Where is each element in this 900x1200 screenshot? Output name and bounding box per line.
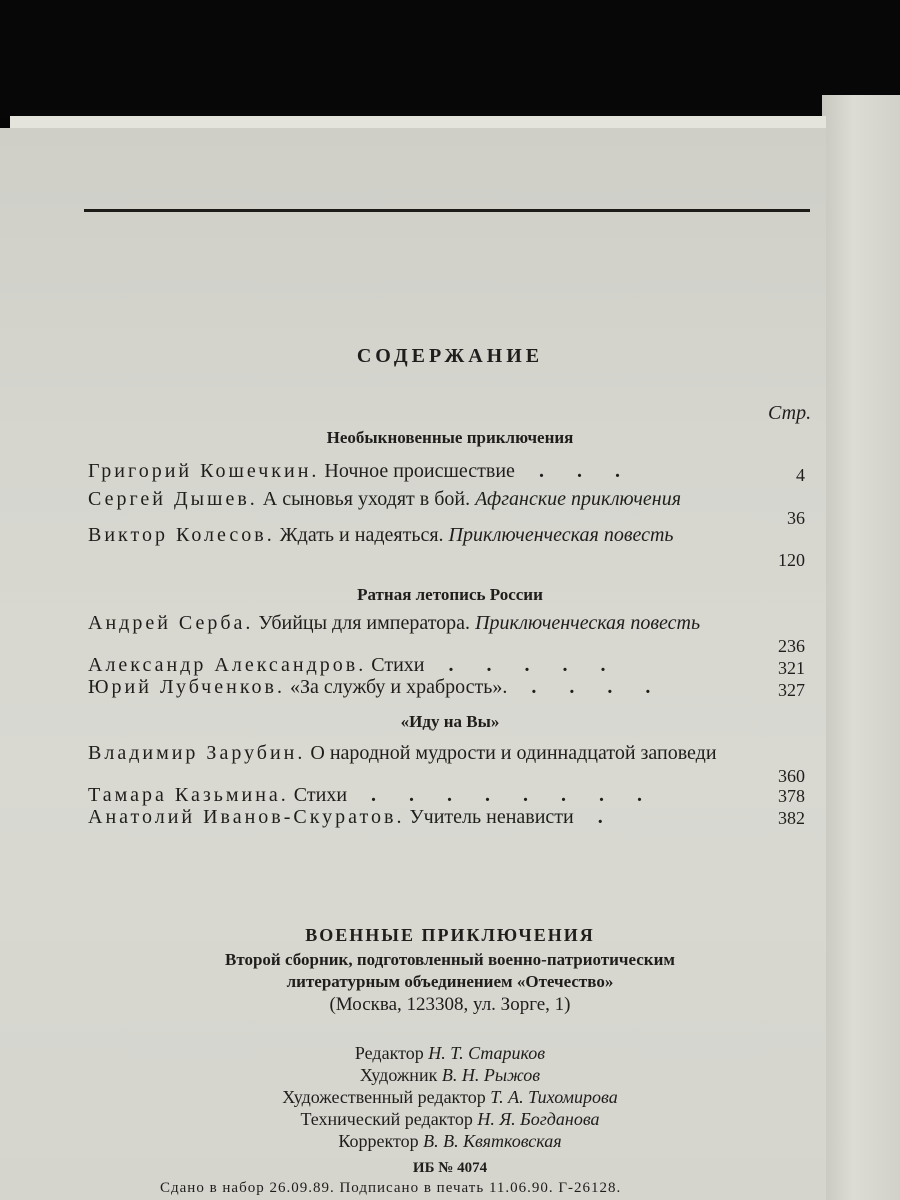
entry-author: Тамара Казьмина. [88,784,289,806]
imprint-line: литературным объединением «Отечество» [286,972,614,991]
credit-role: Корректор [338,1131,419,1151]
toc-entry: Тамара Казьмина. Стихи . . . . . . . . [88,784,657,806]
credit-line [0,1087,900,1108]
toc-entry [88,612,748,635]
entry-author: Сергей Дышев. [88,488,258,510]
entry-page: 360 [778,766,805,786]
credit-name: Н. Я. Богданова [477,1109,600,1129]
entry-genre: Афганские приключения [475,488,682,510]
entry-work: Учитель ненависти [409,806,574,828]
entry-author: Анатолий Иванов-Скуратов. [88,806,405,828]
entry-genre: Приключенческая повесть [475,612,701,634]
imprint-address: (Москва, 123308, ул. Зорге, 1) [329,994,571,1015]
credit-role: Технический редактор [300,1109,473,1129]
toc-entry: Анатолий Иванов-Скуратов. Учитель ненависти . [88,806,617,828]
toc-entry [88,742,748,765]
entry-page: 236 [778,636,805,656]
entry-work: Стихи [371,654,425,676]
entry-work: О народной мудрости и одиннадцатой заповеди [310,742,717,764]
credit-name: В. Н. Рыжов [441,1065,541,1085]
entry-author: Александр Александров. [88,654,367,676]
credit-line [0,1131,900,1152]
entry-author: Юрий Лубченков. [88,676,285,698]
pages-column-label: Стр. [768,402,812,424]
entry-work: Убийцы для императора. [258,612,471,634]
credit-line [0,1109,900,1130]
toc-entry: Александр Александров. Стихи . . . . . [88,654,620,676]
entry-author: Андрей Серба. [88,612,254,634]
entry-page: 120 [778,550,805,570]
background-dark [0,0,900,118]
credit-name: В. В. Квятковская [423,1131,562,1151]
entry-author: Виктор Колесов. [88,524,275,546]
entry-page: 4 [796,465,805,485]
entry-page: 378 [778,786,805,806]
book-title: ВОЕННЫЕ ПРИКЛЮЧЕНИЯ [305,925,595,945]
section-title: Необыкновенные приключения [326,428,574,447]
entry-page: 36 [787,508,805,528]
entry-work: Ночное происшествие [324,460,515,482]
toc-entry: Юрий Лубченков. «За службу и храбрость». . . . . [88,676,665,698]
credit-line [0,1043,900,1064]
toc-entry [88,488,748,511]
entry-author: Григорий Кошечкин. [88,460,320,482]
credit-role: Художник [359,1065,438,1085]
imprint-line: Второй сборник, подготовленный военно-патриотическим [225,950,675,969]
toc-entry: Григорий Кошечкин. Ночное происшествие . . . [88,460,634,482]
entry-page: 382 [778,808,805,828]
printing-info: Сдано в набор 26.09.89. Подписано в печать 11.06.90. Г-26128. [160,1180,622,1196]
contents-heading: СОДЕРЖАНИЕ [356,345,544,367]
entry-work: Стихи [293,784,348,806]
toc-entry [88,524,748,547]
facing-page-edge [822,95,900,1200]
header-rule [84,209,810,212]
entry-page: 327 [778,680,805,700]
section-title: «Иду на Вы» [400,712,500,731]
credit-name: Т. А. Тихомирова [490,1087,618,1107]
entry-page: 321 [778,658,805,678]
entry-work: А сыновья уходят в бой. [262,488,471,510]
entry-work: «За службу и храбрость». [289,676,508,698]
entry-author: Владимир Зарубин. [88,742,306,764]
entry-genre: Приключенческая повесть [448,524,674,546]
credit-line [0,1065,900,1086]
credit-name: Н. Т. Стариков [428,1043,546,1063]
credit-role: Редактор [354,1043,424,1063]
ib-number: ИБ № 4074 [412,1160,488,1176]
credit-role: Художественный редактор [282,1087,486,1107]
section-title: Ратная летопись России [357,585,543,604]
entry-work: Ждать и надеяться. [279,524,444,546]
